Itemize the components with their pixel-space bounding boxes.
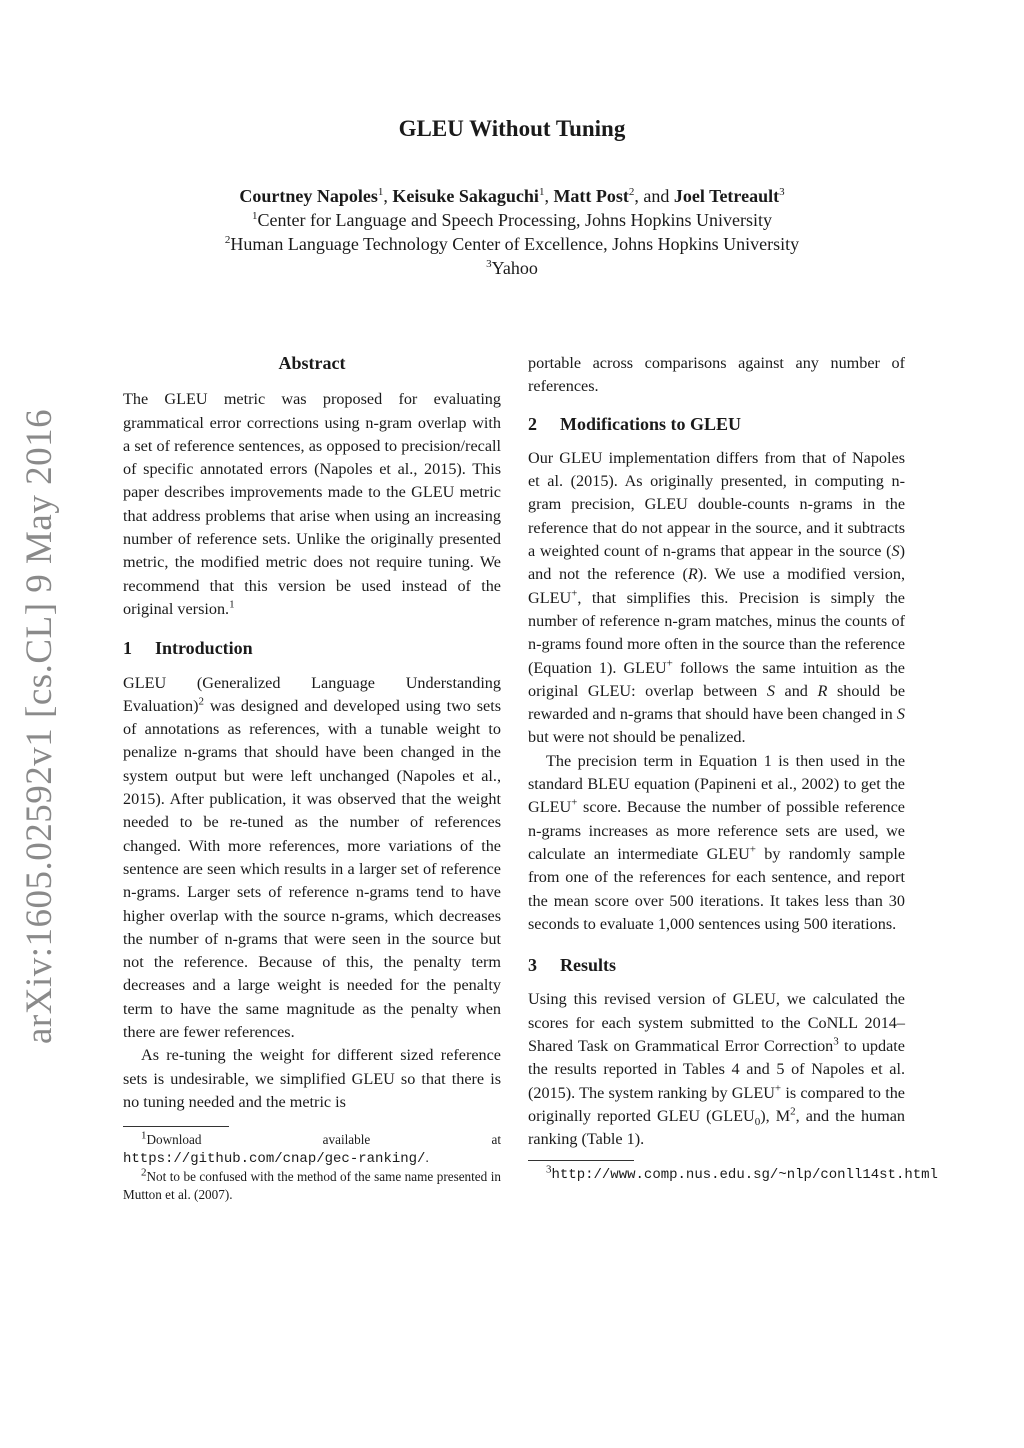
modifications-paragraph: The precision term in Equation 1 is then used in the standard BLEU equation (Papineni et al., 2002) to get the GLEU+ score. Because the number of possible reference n-grams increases as more reference sets are used, we calculate an intermediate GLEU+ by randomly sample from one of the references for each sentence, and report the mean score over 500 iterations. It takes less than 30 seconds to evaluate 1,000 sentences using 500 iterations.	[528, 751, 906, 933]
author-affiliation-mark: 2	[628, 186, 635, 198]
affiliation: $^3$Yahoo	[486, 258, 538, 278]
author-block	[0, 184, 1024, 280]
author-names: Courtney Napoles$^1$, Keisuke Sakaguchi$^1$, Matt Post$^2$, and Joel Tetreault$^3$	[239, 186, 785, 206]
modifications-paragraph: Our GLEU implementation differs from that of Napoles et al. (2015). As originally presented, in computing n-gram precision, GLEU double-counts n-grams in the reference that do not appear in the source, and it subtracts a weighted count of n-grams that appear in the source (S) and not the reference (R). We use a modified version, GLEU+, that simplifies this. Precision is simply the number of reference n-gram matches, minus the counts of n-grams found more often in the source than the reference (Equation 1). GLEU+ follows the same intuition as the original GLEU: overlap between S and R should be rewarded and n-grams that should have been changed in S but were not should be penalized.	[528, 448, 906, 747]
author-affiliation-mark: 1	[538, 186, 545, 198]
abstract-heading: Abstract	[278, 353, 346, 373]
right-column	[528, 352, 938, 1184]
footnote-mark: 1	[229, 598, 235, 611]
section-heading-results: 3 Results	[528, 955, 617, 976]
footnote: $^2$Not to be confused with the method of the same name presented in Mutton et al. (2007).	[123, 1166, 501, 1202]
footnote-mark: 3	[833, 1035, 839, 1048]
footnote: $^1$Download available at https://github.com/cnap/gec-ranking/.	[123, 1129, 501, 1167]
footnotes-left	[123, 1131, 501, 1203]
footnote-mark: 2	[198, 695, 205, 708]
results-paragraph: Using this revised version of GLEU, we calculated the scores for each system submitted to the CoNLL 2014–Shared Task on Grammatical Error Correction$^3$ to update the results reported in Tables 4 and 5 of Napoles et al. (2015). The system ranking by GLEU+ is compared to the originally reported GLEU $(GLEU_0)$, $M^2$, and the human ranking (Table 1).	[528, 990, 905, 1149]
footnote-separator	[528, 1160, 634, 1161]
author-name: Courtney Napoles	[239, 186, 378, 206]
section-heading-modifications: 2 Modifications to GLEU	[528, 413, 742, 434]
author-affiliation-mark: 3	[779, 186, 785, 198]
affiliation: $^2$Human Language Technology Center of Excellence, Johns Hopkins University	[224, 234, 800, 254]
footnote-url[interactable]: http://www.comp.nus.edu.sg/~nlp/conll14st.html	[551, 1166, 938, 1183]
paper-title: GLEU Without Tuning	[398, 116, 626, 141]
author-name: Keisuke Sakaguchi	[392, 186, 539, 206]
affiliation: $^1$Center for Language and Speech Processing, Johns Hopkins University	[252, 210, 772, 230]
author-name: Matt Post	[553, 186, 629, 206]
section-heading-introduction: 1 Introduction	[123, 638, 253, 659]
left-column	[123, 352, 501, 1203]
abstract-text: The GLEU metric was proposed for evaluating grammatical error corrections using n-gram overlap with a set of reference sentences, as opposed to precision/recall of specific annotated errors (Napoles et al., 2015). This paper describes improvements made to the GLEU metric that address problems that arise when using an increasing number of reference sets. Unlike the originally presented metric, the modified metric does not require tuning. We recommend that this version be used instead of the original version.$^1$	[123, 390, 501, 618]
intro-paragraph: GLEU (Generalized Language Understanding Evaluation)$^2$ was designed and developed using two sets of annotations as references, with a tunable weight to penalize n-grams that should have been changed in the system output but were left unchanged (Napoles et al., 2015). After publication, it was observed that the weight needed to be re-tuned as the number of references changed. With more references, more variations of the sentence are seen which results in a larger set of reference n-grams. Larger sets of reference n-grams tend to have higher overlap with the source n-grams, which decreases the number of n-grams that were seen in the source but not the reference. Because of this, the penalty term decreases and a large weight is needed for the penalty term to have the same magnitude as the penalty when there are fewer references.	[123, 673, 501, 1042]
footnote-url[interactable]: https://github.com/cnap/gec-ranking/	[123, 1150, 426, 1167]
intro-continuation: portable across comparisons against any number of references.	[528, 354, 905, 396]
footnote: $^3$http://www.comp.nus.edu.sg/~nlp/conll14st.html	[546, 1163, 938, 1183]
author-affiliation-mark: 1	[377, 186, 384, 198]
footnotes-right	[528, 1163, 938, 1185]
footnote-separator	[123, 1126, 229, 1127]
author-conjunction: and	[643, 186, 670, 206]
arxiv-identifier: arXiv:1605.02592v1 [cs.CL] 9 May 2016	[19, 408, 60, 1044]
author-name: Joel Tetreault	[673, 186, 780, 206]
intro-paragraph: As re-tuning the weight for different sized reference sets is undesirable, we simplified GLEU so that there is no tuning needed and the metric is	[123, 1046, 501, 1111]
